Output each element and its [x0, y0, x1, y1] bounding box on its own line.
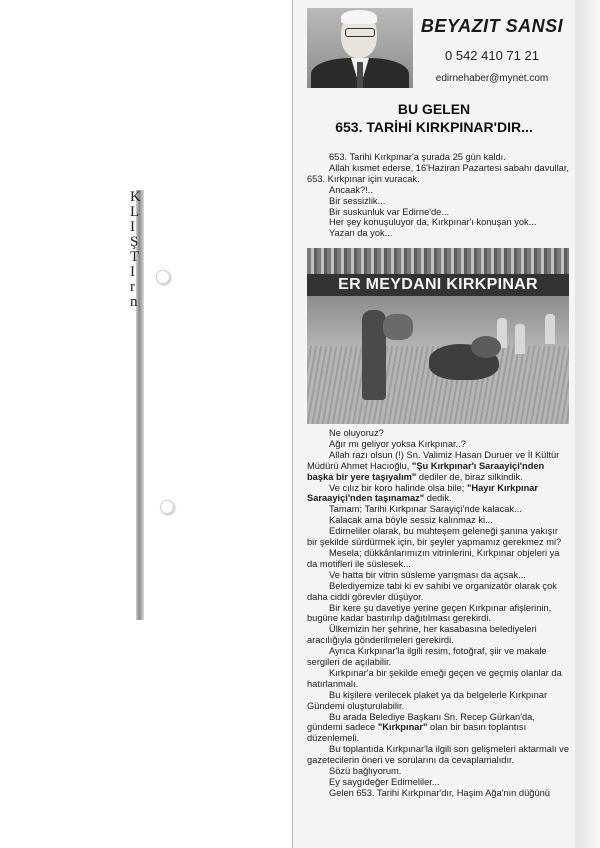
paragraph: 653. Tarihi Kırkpınar'a şurada 25 gün kaldı.	[329, 152, 506, 162]
headline-line-1: BU GELEN	[397, 101, 471, 117]
author-phone: 0 542 410 71 21	[445, 48, 539, 63]
paragraph	[307, 712, 569, 745]
adjacent-column-bleed	[575, 0, 600, 848]
quote-bold: "Hayır Kırkpınar Saraayiçi'nden taşınamaz"	[307, 482, 539, 504]
author-email: edirnehaber@mynet.com	[435, 73, 549, 84]
quote-bold: "Şu Kırkpınar'ı Saraayiçi'nden başka bir yere taşıyalım"	[307, 460, 545, 482]
text-span: dediler de, biraz silkindik.	[416, 471, 523, 482]
fragment-char: L	[130, 204, 140, 220]
photo-banner-text: ER MEYDANI KIRKPINAR	[307, 274, 569, 296]
paragraph: Ey saygıdeğer Edirneliler...	[329, 777, 440, 787]
fragment-char: I	[130, 219, 135, 235]
paragraph: Ve hatta bir vitrin süsleme yarışması da açsak...	[329, 569, 526, 580]
paragraph: Bir suskunluk var Edirne'de...	[329, 206, 450, 217]
author-photo	[307, 8, 413, 88]
paragraph: Gelen 653. Tarihi Kırkpınar'dır, Haşim Ağa'nın düğünü	[329, 787, 550, 798]
text-span: Allah razı olsun (!) Sn. Valimiz Hasan Duruer ve İl Kültür Müdürü Ahmet Hacıoğlu,	[307, 449, 560, 471]
binder-hole	[160, 500, 174, 514]
paragraph	[307, 450, 569, 483]
fragment-char: Ş	[130, 234, 139, 250]
paragraph: Tamam; Tarihi Kırkpınar Sarayiçi'nde kalacak...	[329, 504, 522, 515]
binder-hole	[156, 270, 170, 284]
paragraph: Ancaak?!..	[329, 184, 373, 195]
adjacent-page-fragment	[130, 190, 144, 390]
paragraph: Ağır mı geliyor yoksa Kırkpınar..?	[329, 438, 466, 449]
paragraph: Ülkemizin her şehrine, her kasabasına belediyeleri aracılığıyla gönderilmeleri gerekirdi.	[307, 624, 537, 646]
text-span: dedik.	[424, 493, 452, 504]
fragment-char: I	[130, 264, 135, 280]
column-header	[293, 8, 575, 96]
paragraph: Bir kere şu davetiye yerine geçen Kırkpınar afişlerinin, bugüne kadar bastırılıp dağıtılması gerekirdi.	[307, 602, 552, 624]
paragraph: Sözü bağlıyorum.	[329, 766, 402, 777]
paragraph: Her şey konuşuluyor da, Kırkpınar'ı konuşan yok...	[329, 217, 537, 228]
article-headline	[293, 100, 575, 136]
author-name: BEYAZIT SANSI	[420, 16, 564, 36]
headline-line-2: 653. TARİHİ KIRKPINAR'DIR...	[335, 119, 533, 135]
paragraph: Edirneliler olarak, bu muhteşem geleneği şanına yakışır bir şekilde sürdürmek için, bir şeyler yapmamız gerekmez mi?	[307, 526, 562, 548]
paragraph: Allah kısmet ederse, 16'Haziran Pazartesi sabahı davullar, 653. Kırkpınar için vuracak.	[307, 162, 570, 184]
paragraph: Ayrıca Kırkpınar'la ilgili resim, fotoğraf, şiir ve makale sergileri de açılabilir.	[307, 646, 547, 668]
paragraph	[307, 483, 569, 505]
article-body-top	[307, 152, 569, 239]
paragraph: Kalacak ama böyle sessiz kalınmaz ki...	[329, 515, 493, 526]
quote-bold: "Kırkpınar"	[377, 722, 428, 733]
paragraph: Mesela; dükkânlarımızın vitrinlerini, Kırkpınar objeleri ya da motifleri ile süslesek...	[307, 547, 560, 569]
text-span: olan bir basın toplantısı düzenlemeli.	[307, 722, 527, 744]
paragraph: Bir sessizlik...	[329, 195, 386, 206]
paragraph: Ne oluyoruz?	[329, 428, 384, 438]
fragment-char: K	[130, 190, 141, 205]
fragment-char: n	[130, 294, 138, 310]
text-span: Ve cılız bir koro halinde olsa bile;	[329, 482, 467, 493]
paragraph: Kırkpınar'a bir şekilde emeği geçen ve geçmiş olanlar da hatırlanmalı.	[307, 667, 562, 689]
paragraph: Bu kişilere verilecek plaket ya da belgelerle Kırkpınar Gündemi oluşturulabilir.	[307, 689, 548, 711]
fragment-char: T	[130, 249, 140, 265]
kirkpinar-wrestling-photo	[307, 248, 569, 424]
paragraph: Bu toplantıda Kırkpınar'la ilgili son gelişmeleri aktarmalı ve gazetecilerin öneri ve sorularını da cevaplamalıdır.	[307, 744, 569, 766]
text-span: Bu arada Belediye Başkanı Sn. Recep Gürkan'da, gündemi sadece	[307, 711, 535, 733]
paragraph: Yazan da yok...	[329, 228, 393, 239]
fragment-char: r	[130, 279, 135, 295]
newspaper-clipping	[293, 0, 575, 848]
paragraph: Belediyemize tabi ki ev sahibi ve organizatör olarak çok daha ciddi görevler düşüyor.	[307, 580, 557, 602]
article-body-bottom	[307, 428, 569, 799]
